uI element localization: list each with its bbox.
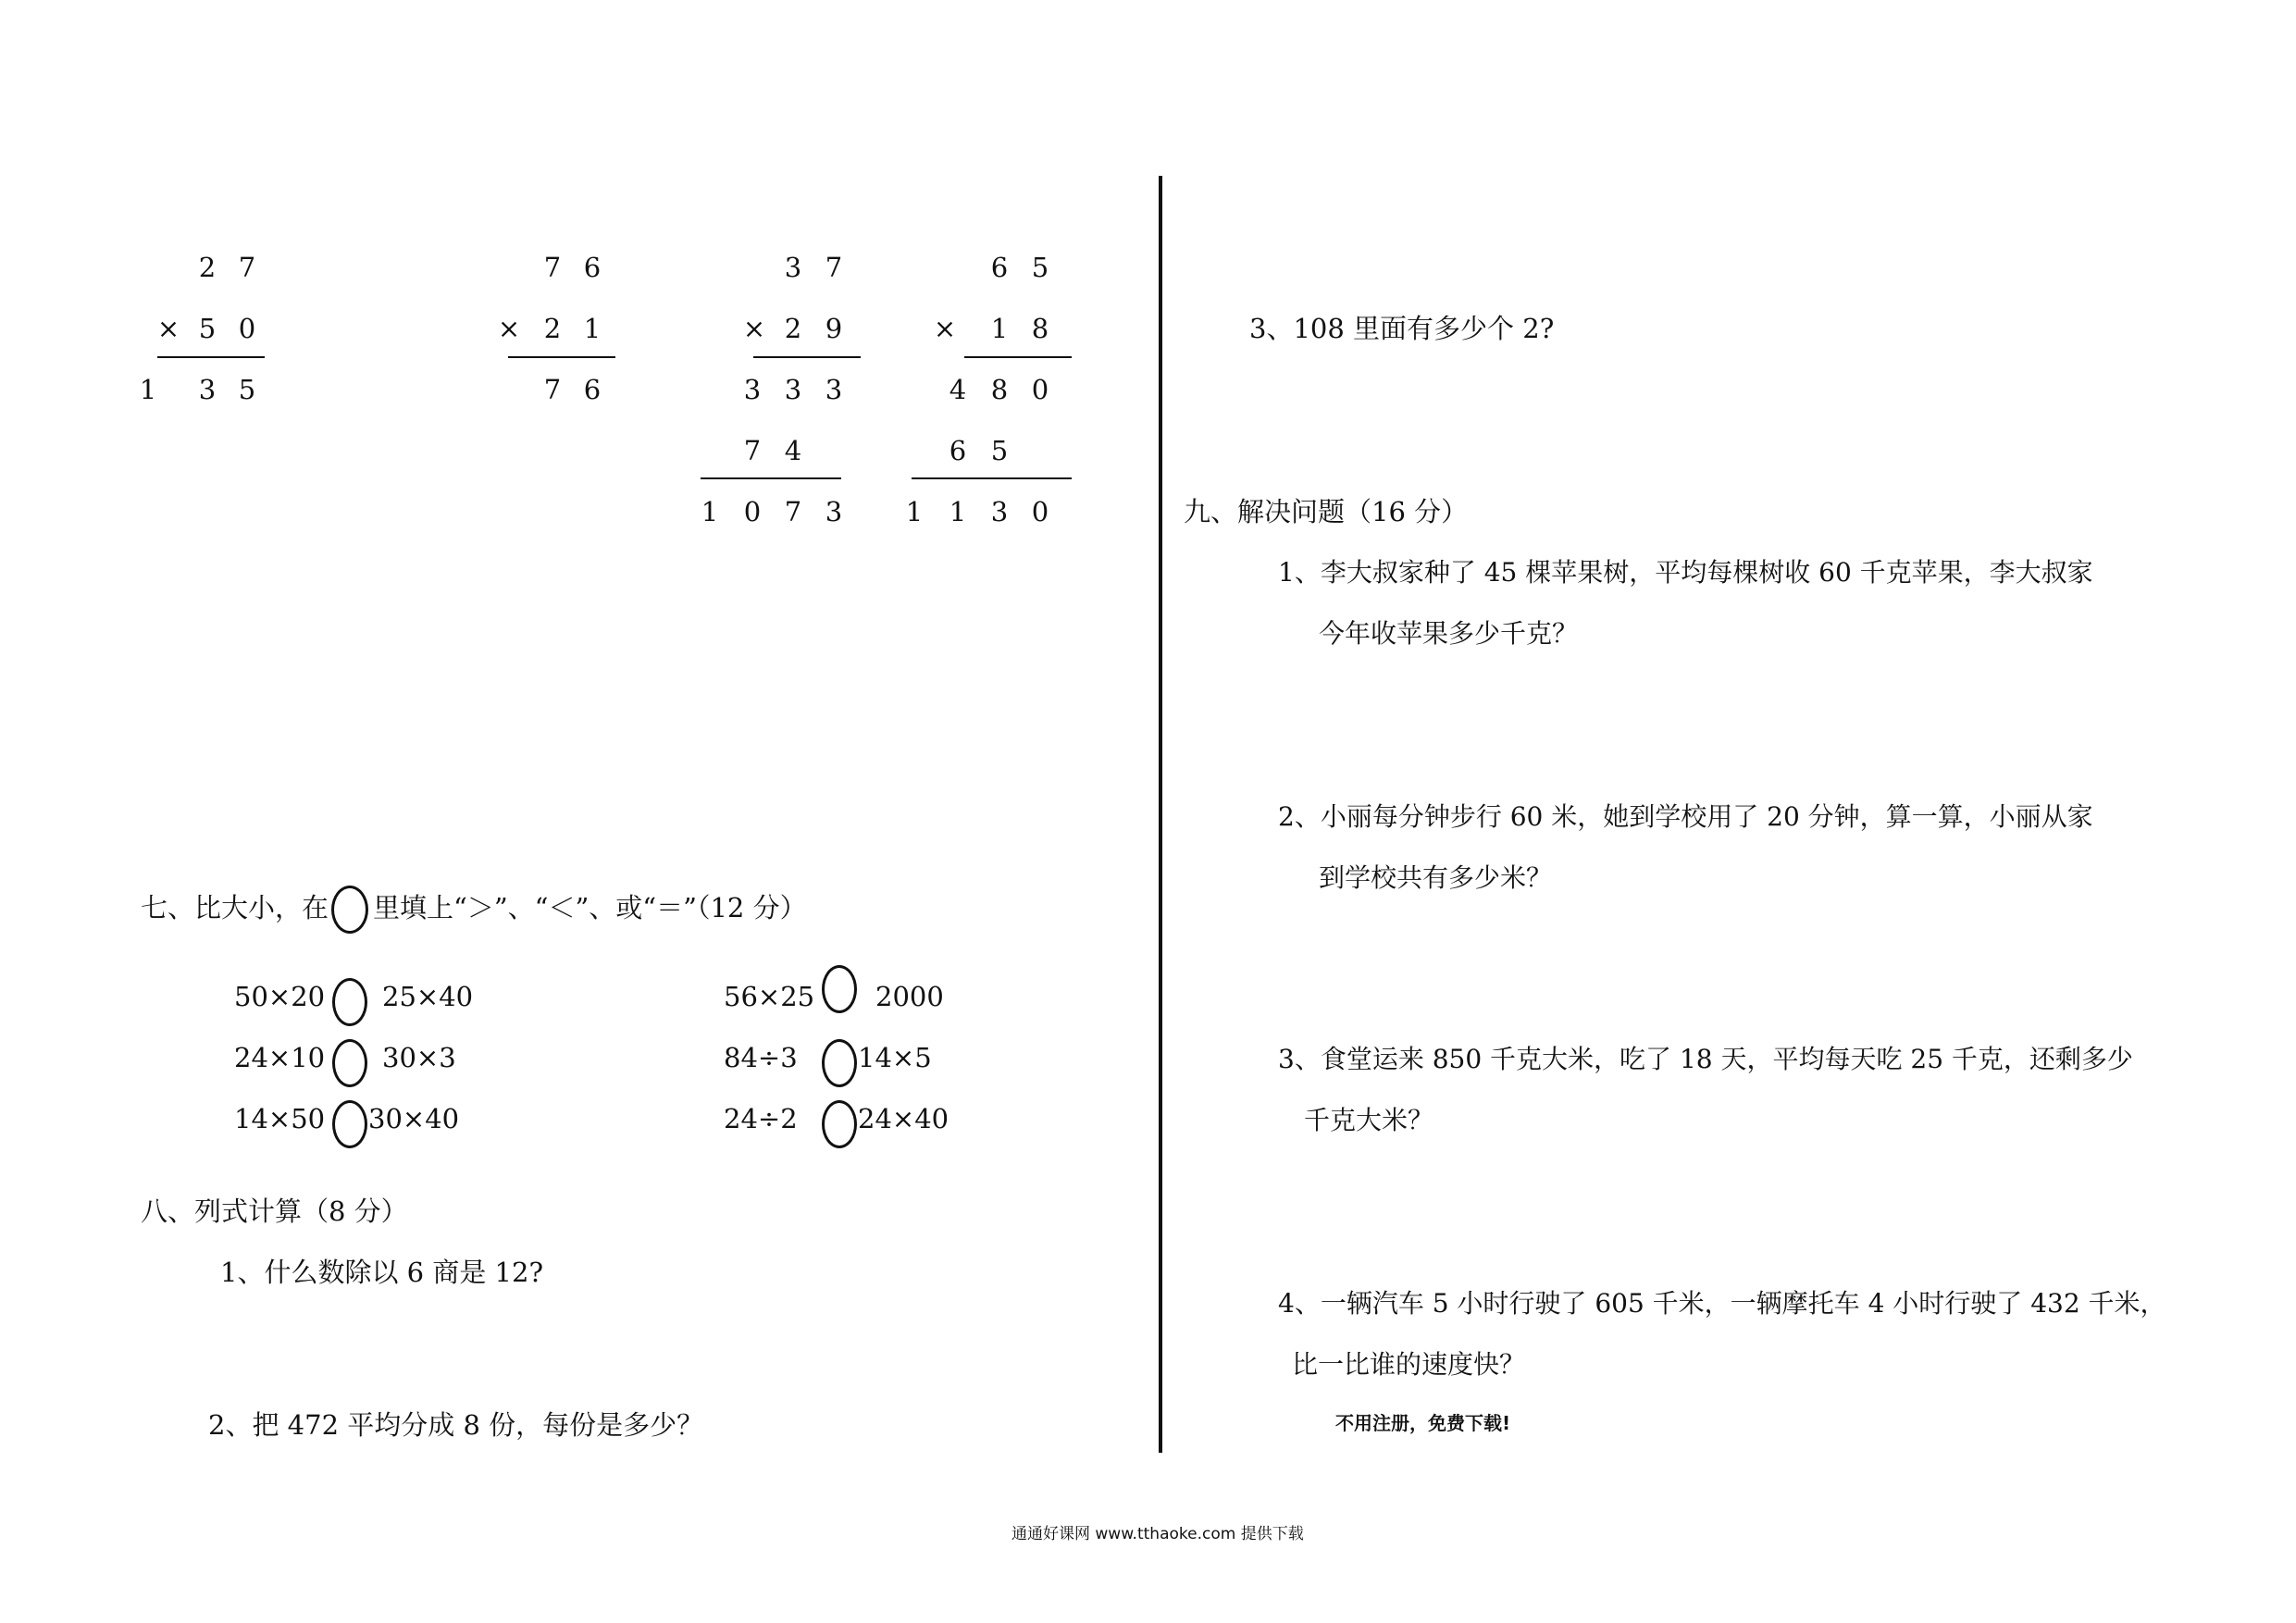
- calc-digit: 5: [1031, 252, 1049, 283]
- calc-digit: 8: [990, 374, 1009, 405]
- calc-line: [912, 477, 1072, 479]
- section-title: 七、比大小，在: [141, 892, 329, 923]
- calc-digit: 0: [743, 496, 762, 527]
- question-text: 比一比谁的速度快？: [1292, 1349, 1526, 1380]
- calc-digit: 0: [238, 313, 256, 344]
- multiply-sign: ×: [933, 313, 957, 344]
- calc-digit: 1: [139, 374, 157, 405]
- compare-left: 56×25: [724, 981, 815, 1012]
- calc-digit: 7: [543, 374, 562, 405]
- question-text: 1、什么数除以 6 商是 12?: [220, 1257, 544, 1288]
- calc-digit: 3: [198, 374, 217, 405]
- compare-answer-oval[interactable]: [822, 1100, 857, 1148]
- compare-left: 50×20: [234, 981, 326, 1012]
- calc-digit: 3: [784, 252, 802, 283]
- calc-line: [753, 356, 861, 358]
- section-title: 里填上“＞”、“＜”、或“＝”（12 分）: [373, 892, 807, 923]
- calc-digit: 3: [784, 374, 802, 405]
- promo-text: 不用注册，免费下载!: [1335, 1412, 1511, 1434]
- calc-digit: 6: [949, 435, 967, 466]
- question-text: 2、小丽每分钟步行 60 米，她到学校用了 20 分钟，算一算，小丽从家: [1278, 801, 2093, 832]
- multiply-sign: ×: [742, 313, 766, 344]
- section-title: 八、列式计算（8 分）: [141, 1196, 408, 1227]
- compare-right: 24×40: [858, 1103, 949, 1134]
- calc-digit: 0: [1031, 374, 1049, 405]
- question-text: 3、食堂运来 850 千克大米，吃了 18 天，平均每天吃 25 千克，还剩多少: [1278, 1044, 2133, 1074]
- compare-left: 24×10: [234, 1042, 326, 1073]
- calc-digit: 2: [198, 252, 217, 283]
- question-text: 千克大米？: [1304, 1105, 1434, 1135]
- calc-digit: 4: [784, 435, 802, 466]
- calc-line: [701, 477, 841, 479]
- calc-line: [964, 356, 1072, 358]
- compare-answer-oval[interactable]: [332, 978, 367, 1026]
- compare-answer-oval[interactable]: [822, 1039, 857, 1087]
- calc-digit: 1: [905, 496, 924, 527]
- question-text: 今年收苹果多少千克？: [1319, 618, 1579, 649]
- compare-right: 14×5: [858, 1042, 932, 1073]
- calc-digit: 6: [583, 252, 602, 283]
- compare-right: 30×40: [368, 1103, 460, 1134]
- calc-digit: 3: [825, 496, 843, 527]
- calc-digit: 3: [743, 374, 762, 405]
- calc-digit: 6: [990, 252, 1009, 283]
- calc-digit: 7: [238, 252, 256, 283]
- compare-left: 14×50: [234, 1103, 326, 1134]
- question-text: 3、108 里面有多少个 2?: [1249, 313, 1555, 344]
- multiply-sign: ×: [497, 313, 521, 344]
- compare-answer-oval[interactable]: [332, 1100, 367, 1148]
- compare-right: 30×3: [382, 1042, 456, 1073]
- calc-digit: 2: [543, 313, 562, 344]
- question-text: 2、把 472 平均分成 8 份，每份是多少？: [208, 1409, 704, 1441]
- question-text: 4、一辆汽车 5 小时行驶了 605 千米，一辆摩托车 4 小时行驶了 432 千米，: [1278, 1288, 2166, 1319]
- question-text: 到学校共有多少米？: [1319, 862, 1553, 893]
- calc-line: [508, 356, 615, 358]
- calc-digit: 7: [543, 252, 562, 283]
- calc-digit: 5: [990, 435, 1009, 466]
- calc-digit: 1: [990, 313, 1009, 344]
- question-text: 1、李大叔家种了 45 棵苹果树，平均每棵树收 60 千克苹果，李大叔家: [1278, 557, 2093, 588]
- calc-digit: 9: [825, 313, 843, 344]
- calc-digit: 7: [743, 435, 762, 466]
- compare-right: 2000: [875, 981, 944, 1012]
- calc-digit: 1: [949, 496, 967, 527]
- calc-digit: 0: [1031, 496, 1049, 527]
- multiply-sign: ×: [156, 313, 180, 344]
- answer-oval-example: [331, 886, 368, 934]
- column-divider: [1159, 176, 1162, 1453]
- calc-line: [157, 356, 265, 358]
- calc-digit: 7: [784, 496, 802, 527]
- calc-digit: 6: [583, 374, 602, 405]
- compare-left: 84÷3: [724, 1042, 798, 1073]
- calc-digit: 3: [825, 374, 843, 405]
- calc-digit: 1: [583, 313, 602, 344]
- compare-answer-oval[interactable]: [332, 1039, 367, 1087]
- calc-digit: 2: [784, 313, 802, 344]
- section-title: 九、解决问题（16 分）: [1184, 496, 1469, 527]
- calc-digit: 5: [198, 313, 217, 344]
- calc-digit: 8: [1031, 313, 1049, 344]
- calc-digit: 5: [238, 374, 256, 405]
- compare-left: 24÷2: [724, 1103, 798, 1134]
- calc-digit: 3: [990, 496, 1009, 527]
- compare-right: 25×40: [382, 981, 474, 1012]
- calc-digit: 7: [825, 252, 843, 283]
- calc-digit: 4: [949, 374, 967, 405]
- compare-answer-oval[interactable]: [822, 965, 857, 1013]
- calc-digit: 1: [701, 496, 719, 527]
- footer-text: 通通好课网 www.tthaoke.com 提供下载: [1011, 1525, 1304, 1543]
